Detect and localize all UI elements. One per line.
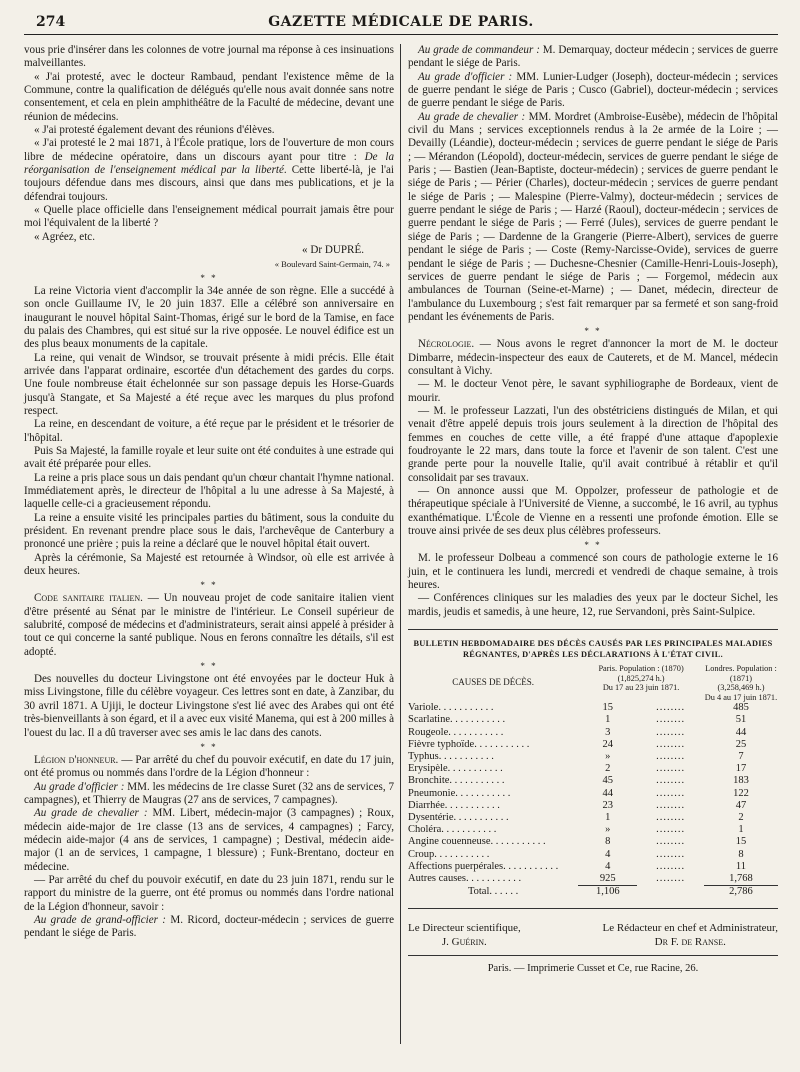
paris-cell: » — [605, 750, 611, 762]
table-row — [408, 812, 778, 824]
column-header-causes — [408, 664, 578, 702]
bulletin-title — [408, 638, 778, 660]
london-cell: 122 — [733, 787, 749, 799]
italic-title: De la réorganisation de l'enseignement médical par la liberté — [24, 150, 394, 177]
bulletin-title-line: BULLETIN HEBDOMADAIRE DES DÉCÈS CAUSÉS PAR LES PRINCIPALES MALADIES — [413, 639, 773, 649]
paragraph — [408, 338, 778, 378]
london-cell: 7 — [738, 750, 744, 762]
header-text: Du 17 au 23 juin 1871. — [602, 683, 680, 693]
total-label-text: Total — [467, 885, 490, 897]
table-row — [408, 873, 778, 886]
total-london: 2,786 — [704, 886, 778, 899]
text-run: « J'ai protesté le 2 mai 1871, à l'École pratique, lors de l'ouverture de mon cours libre de médecine opératoire, dans un discours ayant pour titre : — [24, 137, 394, 163]
dot-leader: ........ — [656, 775, 686, 787]
cause-cell: Croup. . . . . . . . . . . — [408, 848, 490, 860]
london-cell: 485 — [733, 702, 749, 714]
paragraph: — M. le professeur Lazzati, l'un des obstétriciens distingués de Milan, et qui venait d'être appelé depuis trois jours seulement à la direction de l'hôpital des femmes en couches de cette ville, a été frappé d'une attaque d'apoplexie foudroyante le 22 mars, dans toute la force et l'avenir de son talent. C'est une grande perte pour la nouvelle Italie, qu'il avait contribué à rétablir et qu'il consolidait par ses travaux. — [408, 404, 778, 484]
dot-leader: ........ — [656, 702, 686, 714]
column-header-london — [704, 664, 778, 702]
paris-cell: 24 — [602, 738, 614, 750]
paragraph: La reine a ensuite visité les principales parties du bâtiment, sous la conduite du président. En revenant prendre place sous le dais, l'archevêque de Canterbury a prononcé une prière ; puis la reine a déclaré que le nouvel hôpital était ouvert. — [24, 511, 394, 551]
grade-label: Au grade de chevalier : — [418, 110, 526, 123]
section-separator: * * — [200, 580, 218, 591]
paris-cell: 3 — [605, 726, 611, 738]
text-run: . Cette liberté-là, je l'ai toujours défendue dans mes discours, ainsi que dans mes publications, et je la défendrai toujours. — [24, 164, 394, 203]
london-cell: 25 — [735, 738, 747, 750]
total-row — [408, 886, 778, 899]
cause-cell: Fièvre typhoïde. . . . . . . . . . . — [408, 738, 530, 750]
paris-cell: » — [605, 824, 611, 836]
cause-cell: Dysentérie. . . . . . . . . . . — [408, 811, 509, 823]
dot-leader: ........ — [656, 811, 686, 823]
paragraph: « J'ai protesté, avec le docteur Rambaud, pendant l'existence même de la Commune, contre la qualification de délégués qu'elle nous avait donnée sans notre consentement, et cela en plein amphithéâtre de la Faculté de médecine, devant une réunion de médecins. — [24, 70, 394, 123]
table-header-row — [408, 664, 778, 702]
right-column — [408, 44, 778, 976]
paragraph: « Agréez, etc. — [34, 230, 95, 243]
london-cell: 2 — [738, 811, 744, 823]
paragraph: — M. le docteur Venot père, le savant syphiliographe de Bordeaux, vient de mourir. — [408, 378, 778, 404]
header-text: (3,258,469 h.) — [717, 683, 765, 693]
column-divider — [400, 44, 401, 1044]
dot-leader: ........ — [656, 726, 686, 738]
paris-cell: 45 — [602, 775, 614, 787]
text-run: MM. Lunier-Ludger (Joseph), docteur-médecin ; services de guerre pendant le siége de Paris ; Cusco (Gabriel), docteur-médecin ; services de guerre pendant le siége de Paris. — [408, 70, 778, 110]
editor-name: Dr F. de Ranse. — [654, 936, 726, 949]
paragraph: La reine, qui venait de Windsor, se trouvait présente à midi précis. Elle était arrivée dans l'apparat ordinaire, escortée d'un détachement des gardes du corps. Une foule nombreuse était échelonnée sur son passage depuis les Horse-Guards jusqu'à Stangate, et Sa Majesté a été reçue avec les marques du plus profond respect. — [24, 351, 394, 417]
header-text: CAUSES DE DÉCÈS. — [452, 677, 534, 688]
london-cell: 47 — [735, 799, 747, 811]
paris-cell: 44 — [602, 787, 614, 799]
paragraph — [24, 754, 394, 781]
dot-leader: ........ — [656, 836, 686, 848]
paragraph — [24, 137, 394, 204]
paragraph: — Par arrêté du chef du pouvoir exécutif, en date du 23 juin 1871, rendu sur le rapport du ministre de la guerre, ont été promus ou nommés dans l'ordre national de la Légion d'honneur, savoir : — [24, 873, 394, 913]
header-text: Paris. Population : (1870) — [598, 664, 684, 674]
paragraph: La reine Victoria vient d'accomplir la 34e année de son règne. Elle a succédé à son oncle Guillaume IV, le 20 juin 1837. Elle a célébré son anniversaire en inaugurant le nouvel hôpital Saint-Thomas, érigé sur le bord de la Tamise, en face du palais des Chambres, qui est situé sur la rive opposée. Le nouvel édifice est un des plus beaux monuments de la capitale. — [24, 284, 394, 351]
table-row — [408, 727, 778, 739]
header-text: Du 4 au 17 juin 1871. — [704, 692, 778, 702]
paragraph — [24, 592, 394, 659]
paragraph: Des nouvelles du docteur Livingstone ont été envoyées par le docteur Huk à miss Livingstone, fille du célèbre voyageur. Ces lettres sont en date, à Zanzibar, du 30 avril 1871. A Ujiji, le docteur Livingstone s'est lié avec des Arabes qui ont été très-bienveillants à son égard, et il a avec eux visité Manema, qui est à 200 milles à l'ouest du lac. Il a dû traverser avec ses amis le lac dans des canots. — [24, 673, 394, 739]
cause-cell: Rougeole. . . . . . . . . . . — [408, 726, 504, 738]
table-row — [408, 763, 778, 775]
total-label: Total. . . . . . — [467, 885, 519, 897]
cause-cell: Angine couenneuse. . . . . . . . . . . — [408, 836, 546, 848]
director-title: Le Directeur scientifique, — [408, 922, 521, 935]
table-row — [408, 849, 778, 861]
london-cell: 1 — [738, 824, 744, 836]
dot-leader: ........ — [656, 763, 686, 775]
table-row — [408, 702, 778, 714]
london-cell: 1,768 — [729, 872, 753, 884]
grade-label: Au grade d'officier : — [418, 70, 513, 83]
director-block — [408, 921, 521, 949]
paragraph: La reine a pris place sous un dais pendant qu'un chœur chantait l'hymne national. Immédiatement après, le directeur de l'hôpital a lu une adresse à Sa Majesté, à laquelle celle-ci a gracieusement répondu. — [24, 471, 394, 511]
section-separator: * * — [200, 272, 218, 283]
cause-cell: Typhus. . . . . . . . . . . — [408, 750, 494, 762]
table-row — [408, 788, 778, 800]
editor-signatures — [408, 921, 778, 949]
text-run: MM. les médecins de 1re classe Suret (32 ans de services, 7 campagnes), et Thierry de Maugras (27 ans de services, 7 campagnes). — [24, 780, 394, 806]
cause-cell: Variole. . . . . . . . . . . — [408, 702, 494, 714]
section-heading: Code sanitaire italien. — [34, 592, 143, 605]
dot-leader: ........ — [656, 824, 686, 836]
divider — [408, 908, 778, 909]
paris-cell: 1 — [605, 811, 611, 823]
divider — [408, 629, 778, 630]
paragraph: « Quelle place officielle dans l'enseignement médical pourrait jamais être pour moi l'équivalent de la liberté ? — [24, 204, 394, 230]
paris-cell: 8 — [605, 836, 611, 848]
london-cell: 11 — [735, 860, 747, 872]
grade-label: Au grade de commandeur : — [418, 44, 540, 56]
cause-cell: Autres causes. . . . . . . . . . . — [408, 872, 522, 884]
section-heading: Nécrologie. — [418, 338, 475, 351]
section-separator: * * — [584, 540, 602, 551]
section-separator: * * — [200, 741, 218, 752]
london-cell: 44 — [735, 726, 747, 738]
dot-leader: ........ — [656, 750, 686, 762]
table-body — [408, 702, 778, 886]
header-text: (1,825,274 h.) — [617, 673, 665, 683]
left-column — [24, 44, 394, 941]
text-run: — Par arrêté du chef du pouvoir exécutif, en date du 17 juin, ont été promus ou nommés dans l'ordre de la Légion d'honneur : — [24, 753, 394, 780]
cause-cell: Affections puerpérales. . . . . . . . . . . — [408, 860, 559, 872]
dot-leader — [637, 886, 704, 899]
london-cell: 183 — [733, 775, 749, 787]
printer-line: Paris. — Imprimerie Cusset et Ce, rue Racine, 26. — [487, 963, 699, 975]
cause-cell: Diarrhée. . . . . . . . . . . — [408, 799, 500, 811]
paris-cell: 4 — [605, 848, 611, 860]
director-name: J. Guérin. — [441, 936, 487, 949]
dot-leader: ........ — [656, 848, 686, 860]
columns — [24, 44, 778, 1072]
london-cell: 17 — [735, 763, 747, 775]
table-row — [408, 775, 778, 787]
london-cell: 15 — [735, 836, 747, 848]
text-run: — Un nouveau projet de code sanitaire italien vient d'être présenté au Sénat par le ministre de l'intérieur. Le Conseil supérieur de salubrité, composé de médecins et d'administrateurs, serait ainsi appelé à présider à tout ce qui concerne la santé publique. Nous en ferons connaître les détails, s'il est adopté. — [24, 592, 394, 658]
text-run: MM. Libert, médecin-major (3 campagnes) ; Roux, médecin aide-major de 1re classe (13 ans de services, 4 campagnes) ; Farcy, médecin aide-major (4 ans de services, 1 campagne) ; Destival, médecin aide-major (1 an de services, 1 campagne, 1 blessure) ; Funk-Brentano, docteur en médecine. — [24, 807, 394, 873]
header-text: Londres. Population : (1871) — [705, 664, 777, 683]
table-row — [408, 836, 778, 848]
table-row — [408, 861, 778, 873]
dot-leader: ........ — [656, 714, 686, 726]
grade-label: Au grade de grand-officier : — [34, 913, 167, 926]
paragraph — [408, 111, 778, 325]
text-run: M. Demarquay, docteur médecin ; services de guerre pendant le siége de Paris. — [408, 44, 778, 70]
editor-block — [603, 921, 778, 949]
paragraph — [24, 807, 394, 874]
paris-cell: 2 — [605, 763, 611, 775]
london-cell: 51 — [735, 714, 747, 726]
paragraph — [24, 781, 394, 808]
grade-label: Au grade d'officier : — [34, 780, 125, 793]
paragraph: M. le professeur Dolbeau a commencé son cours de pathologie externe le 16 juin, et le continuera les lundi, mercredi et vendredi de chaque semaine, à trois heures. — [408, 552, 778, 592]
signature: « Dr DUPRÉ. — [302, 244, 364, 257]
text-run: MM. Mordret (Ambroise-Eusèbe), médecin de l'hôpital civil du Mans ; services exceptionnels rendus à la 2e armée de la Loire ; — Devailly (Léandie), docteur-médecin ; services de guerre pendant le siége de Paris ; — Mérandon (Léopold), docteur-médecin, services de guerre pendant le siége de Paris ; — Bastien (Jean-Baptiste, docteur-médecin) ; services de guerre pendant le siége de Paris ; — Périer (Charles), docteur-médecin ; services de guerre pendant le siége de Paris ; — Malespine (Pierre-Valmy), docteur-médecin ; services de guerre pendant le siége de Paris ; — Harzé (Raoul), docteur-médecin ; services de guerre pendant le siége de Paris ; — Ferré (Jules), services de guerre pendant le siége de Paris ; — Dardenne de la Grangerie (Pierre-Albert), services de guerre pendant le siége de Paris ; — Coste (Remy-Narcisse-Ovide), services de guerre pendant le siége de Paris ; — Duchesne-Chesnier (Camille-Henri-Louis-Joseph), services de guerre pendant le siége de Paris ; — Forgemol, médecin aux ambulances de Tournan (Seine-et-Marne) ; — Danet, médecin, directeur de l'ambulance du Luxembourg ; s'est fait remarquer par sa fermeté et son sang-froid pendant les événements de Paris. — [408, 110, 778, 323]
mortality-table — [408, 664, 778, 898]
dot-leader: ........ — [656, 738, 686, 750]
paragraph: Après la cérémonie, Sa Majesté est retournée à Windsor, où elle est arrivée à deux heures. — [24, 551, 394, 578]
address: « Boulevard Saint-Germain, 74. » — [274, 258, 390, 269]
section-separator: * * — [584, 326, 602, 337]
text-run: M. Ricord, docteur-médecin ; services de guerre pendant le siége de Paris. — [24, 913, 394, 940]
grade-label: Au grade de chevalier : — [34, 807, 148, 820]
paragraph: vous prie d'insérer dans les colonnes de votre journal ma réponse à ces insinuations malveillantes. — [24, 44, 394, 70]
paris-cell: 15 — [602, 702, 614, 714]
paris-cell: 1 — [605, 714, 611, 726]
paragraph: — Conférences cliniques sur les maladies des yeux par le docteur Sichel, les mardis, jeudis et samedis, à une heure, 12, rue Servandoni, près Saint-Sulpice. — [408, 592, 778, 618]
dot-leader: ........ — [656, 787, 686, 799]
editor-title: Le Rédacteur en chef et Administrateur, — [602, 922, 778, 935]
total-paris: 1,106 — [578, 886, 637, 899]
table-row — [408, 800, 778, 812]
journal-title: GAZETTE MÉDICALE DE PARIS. — [268, 14, 534, 30]
column-header-paris — [578, 664, 704, 702]
paris-cell: 925 — [599, 872, 616, 884]
table-row — [408, 739, 778, 751]
text-run: — Nous avons le regret d'annoncer la mort de M. le docteur Dimbarre, médecin-inspecteur des eaux de Cauterets, et de M. Mancel, médecin consultant à Vichy. — [408, 338, 778, 377]
section-separator: * * — [200, 661, 218, 672]
cause-cell: Scarlatine. . . . . . . . . . . — [408, 714, 506, 726]
cause-cell: Pneumonie. . . . . . . . . . . — [408, 787, 511, 799]
paragraph: La reine, en descendant de voiture, a été reçue par le président et le trésorier de l'hôpital. — [24, 418, 394, 444]
section-heading: Légion d'honneur. — [34, 753, 119, 766]
paris-cell: 4 — [605, 860, 611, 872]
table-row — [408, 751, 778, 763]
paragraph — [408, 44, 778, 71]
paragraph — [408, 71, 778, 111]
paragraph: — On annonce aussi que M. Oppolzer, professeur de pathologie et de thérapeutique spéciale à l'Université de Vienne, a succombé, le 16 avril, au typhus exanthématique. L'École de Vienne en a ressenti une profonde émotion. Elle se trouve ainsi privée de ses deux plus célèbres professeurs. — [408, 485, 778, 538]
dot-leader: ........ — [656, 872, 686, 884]
divider — [408, 955, 778, 956]
dot-leader: ........ — [656, 860, 686, 872]
paragraph: Puis Sa Majesté, la famille royale et leur suite ont été conduites à une estrade qui avait été préparée pour elles. — [24, 444, 394, 471]
table-row — [408, 824, 778, 836]
page-number: 274 — [36, 14, 66, 30]
dot-leader: ........ — [656, 799, 686, 811]
paragraph — [24, 914, 394, 941]
cause-cell: Erysipèle. . . . . . . . . . . — [408, 763, 503, 775]
cause-cell: Bronchite. . . . . . . . . . . — [408, 775, 505, 787]
paris-cell: 23 — [602, 799, 614, 811]
table-row — [408, 714, 778, 726]
london-cell: 8 — [738, 848, 744, 860]
paragraph: « J'ai protesté également devant des réunions d'élèves. — [34, 124, 275, 137]
cause-cell: Choléra. . . . . . . . . . . — [408, 824, 497, 836]
page-header — [24, 12, 778, 35]
bulletin-title-line: RÉGNANTES, D'APRÈS LES DÉCLARATIONS À L'ÉTAT CIVIL. — [463, 650, 723, 660]
